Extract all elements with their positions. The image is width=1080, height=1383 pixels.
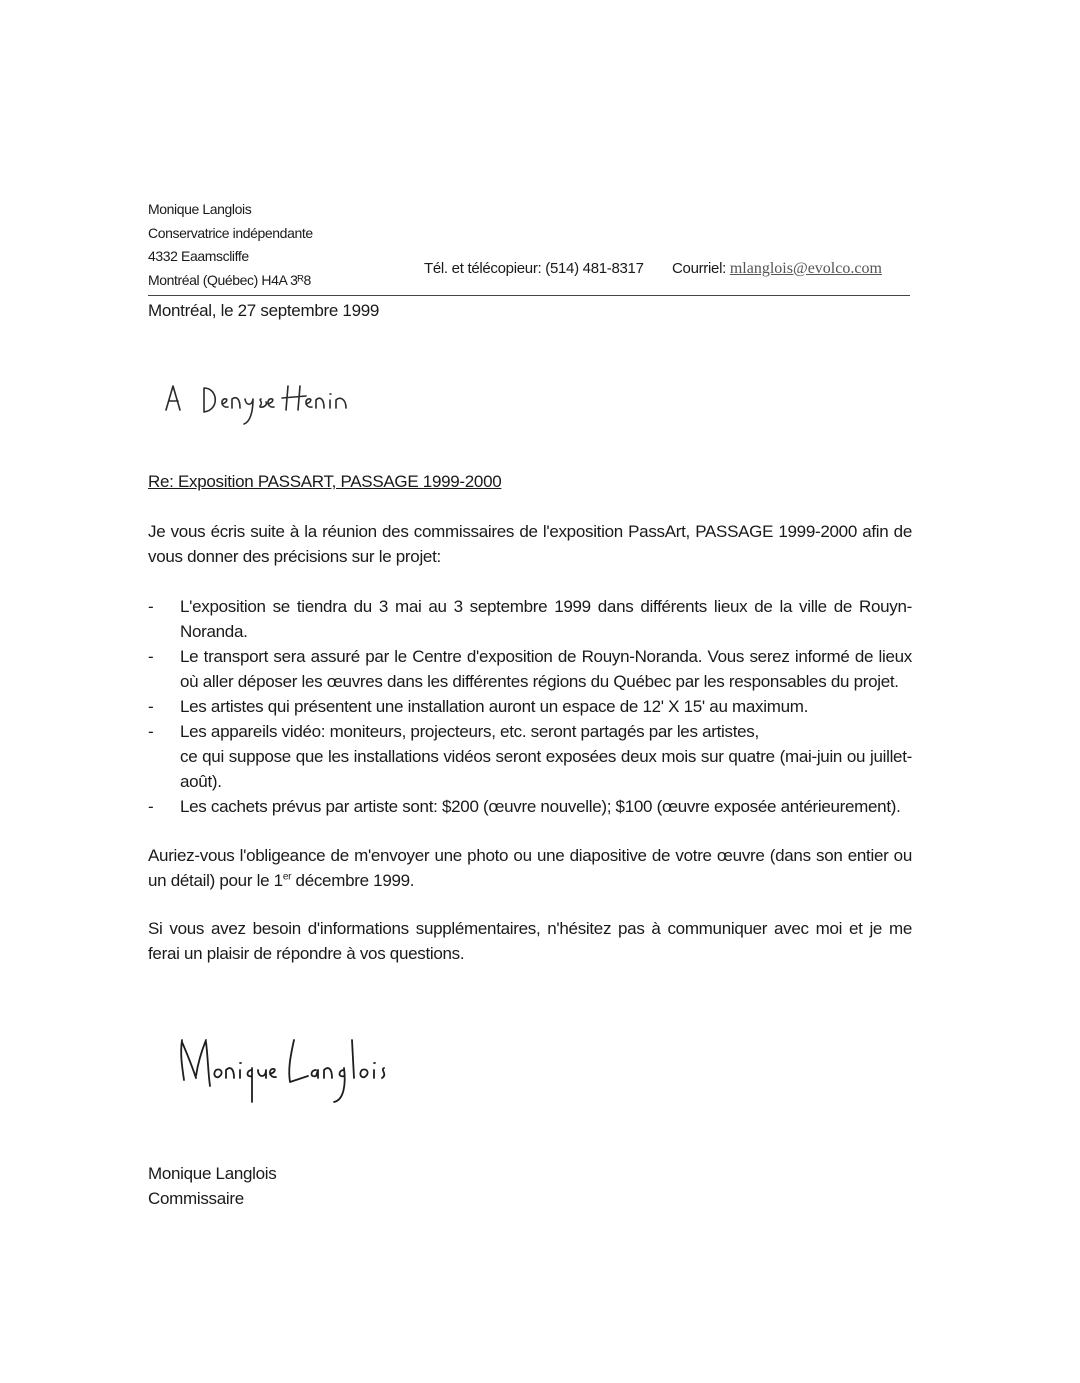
list-item-text: Les artistes qui présentent une installation auront un espace de 12' X 15' au maximum. [180, 697, 809, 716]
letter-subject: Re: Exposition PASSART, PASSAGE 1999-2000 [148, 472, 502, 491]
sender-block [148, 198, 313, 292]
letter-date: Montréal, le 27 septembre 1999 [148, 301, 380, 320]
request-date: décembre 1999. [291, 871, 415, 890]
list-item: - Les artistes qui présentent une installation auront un espace de 12' X 15' au maximum. [148, 697, 809, 716]
closing-block [148, 1161, 276, 1211]
list-item: - Le transport sera assuré par le Centre d'exposition de Rouyn-Noranda. Vous serez informé de lieux où aller déposer les œuvres dans les différentes régions du Québec par les responsables du projet. [148, 647, 912, 691]
list-item-text: Le transport sera assuré par le Centre d'exposition de Rouyn-Noranda. Vous serez informé de lieux où aller déposer les œuvres dans les différentes régions du Québec par les responsables du projet. [180, 647, 912, 691]
intro-paragraph: Je vous écris suite à la réunion des commissaires de l'exposition PassArt, PASSAGE 1999-2000 afin de vous donner des précisions sur le projet: [148, 522, 912, 566]
list-item-text: L'exposition se tiendra du 3 mai au 3 septembre 1999 dans différents lieux de la ville de Rouyn-Noranda. [180, 597, 912, 641]
closing-name: Monique Langlois [148, 1164, 277, 1183]
header-divider [148, 295, 910, 296]
list-item-text: Les cachets prévus par artiste sont: $200 (œuvre nouvelle); $100 (œuvre exposée antérieurement). [180, 797, 901, 816]
list-item-text: Les appareils vidéo: moniteurs, projecteurs, etc. seront partagés par les artistes, ce qui suppose que les installations vidéos seront exposées deux mois sur quatre (mai-juin ou juillet-août). [180, 722, 912, 791]
handwritten-signature [170, 1030, 410, 1120]
sender-city: Montréal (Québec) H4A 3ᴿ8 [148, 271, 311, 288]
ordinal-suffix: er [282, 871, 292, 883]
email-label: Courriel: [672, 260, 726, 277]
request-paragraph [148, 843, 912, 893]
email-link[interactable]: mlanglois@evolco.com [729, 260, 882, 277]
closing-role: Commissaire [148, 1189, 244, 1208]
handwritten-recipient [160, 372, 370, 432]
telephone: Tél. et télécopieur: (514) 481-8317 [424, 260, 644, 277]
email-line [672, 260, 882, 278]
list-item: - L'exposition se tiendra du 3 mai au 3 septembre 1999 dans différents lieux de la ville de Rouyn-Noranda. [148, 597, 912, 641]
list-item: - Les cachets prévus par artiste sont: $200 (œuvre nouvelle); $100 (œuvre exposée antérieurement). [148, 797, 901, 816]
project-details-list [148, 594, 912, 819]
closing-paragraph: Si vous avez besoin d'informations supplémentaires, n'hésitez pas à communiquer avec moi et je me ferai un plaisir de répondre à vos questions. [148, 919, 912, 963]
request-text: Auriez-vous l'obligeance de m'envoyer une photo ou une diapositive de votre œuvre (dans son entier ou un détail) pour le 1 [148, 846, 912, 890]
list-item: - Les appareils vidéo: moniteurs, projecteurs, etc. seront partagés par les artistes, ce qui suppose que les installations vidéos seront exposées deux mois sur quatre (mai-juin ou juillet-août). [148, 722, 912, 791]
sender-title: Conservatrice indépendante [148, 224, 313, 241]
sender-name: Monique Langlois [148, 201, 252, 217]
sender-address: 4332 Eaamscliffe [148, 248, 249, 264]
